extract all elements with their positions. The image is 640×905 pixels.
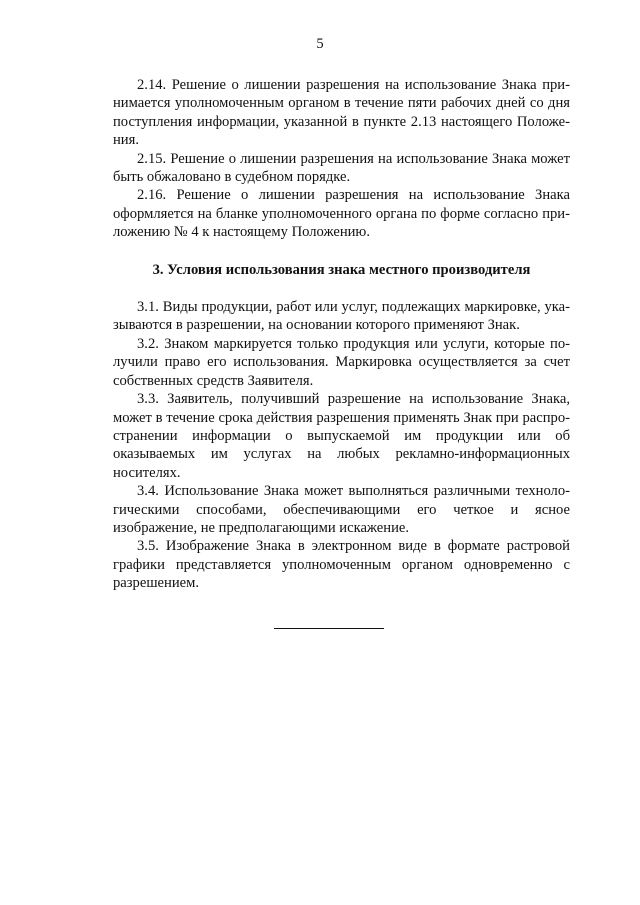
- end-of-document-rule: [274, 628, 384, 629]
- paragraph-3-1: 3.1. Виды продукции, работ или услуг, подлежащих маркировке, указываются в разрешении, на основании которого применяют Знак.: [113, 299, 570, 334]
- paragraph-3-2: 3.2. Знаком маркируется только продукция или услуги, которые получили право его использования. Маркировка осуществляется за счет собственных средств Заявителя.: [113, 335, 570, 389]
- paragraph-2-14: 2.14. Решение о лишении разрешения на использование Знака принимается уполномоченным органом в течение пяти рабочих дней со дня поступления информации, указанной в пункте 2.13 настоящего Положения.: [113, 77, 570, 149]
- paragraph-3-5: 3.5. Изображение Знака в электронном виде в формате растровой графики представляется уполномоченным органом одновременно с разрешением.: [113, 538, 570, 592]
- page-number: 5: [316, 36, 324, 52]
- paragraph-3-4: 3.4. Использование Знака может выполняться различными технологическими способами, обеспечивающими его четкое и ясное изображение, не предполагающими искажение.: [113, 483, 570, 536]
- paragraph-2-16: 2.16. Решение о лишении разрешения на использование Знака оформляется на бланке уполномоченного органа по форме согласно приложению № 4 к настоящему Положению.: [113, 187, 570, 241]
- section-heading: 3. Условия использования знака местного производителя: [152, 261, 531, 278]
- paragraph-3-3: 3.3. Заявитель, получивший разрешение на использование Знака, может в течение срока действия разрешения применять Знак при распространении информации о выпускаемой им продукции или об оказываемых им услугах на любых рекламно-информационных носителях.: [113, 391, 570, 481]
- document-body: [113, 76, 570, 593]
- paragraph-2-15: 2.15. Решение о лишении разрешения на использование Знака может быть обжаловано в судебном порядке.: [113, 150, 570, 186]
